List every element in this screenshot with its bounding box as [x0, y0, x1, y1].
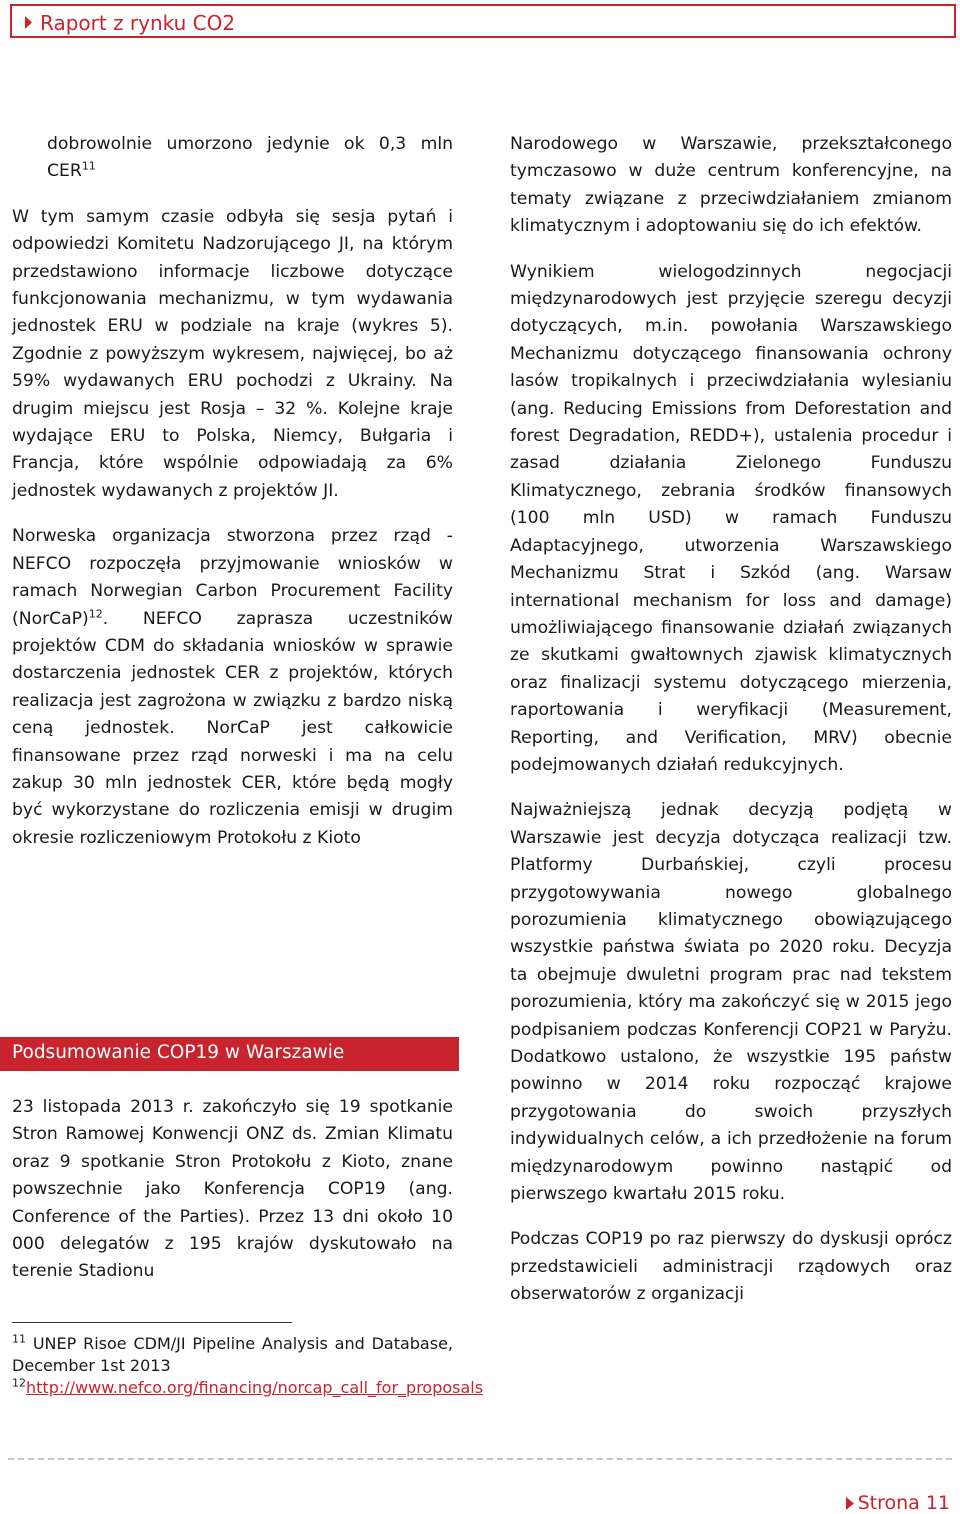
footnote-ref-12: 12 [88, 606, 103, 620]
bullet-text: W tym samym czasie odbyła się sesja pytań i odpowiedzi Komitetu Nadzorującego JI, na którym przedstawiono informacje liczbowe dotyczące funkcjonowania mechanizmu, w tym wydawania jednostek ERU w podziale na kraje (wykres 5). Zgodnie z powyższym wykresem, najwięcej, bo aż 59% wydawanych ERU pochodzi z Ukrainy. Na drugim miejscu jest Rosja – 32 %. Kolejne kraje wydające ERU to Polska, Niemcy, Bułgaria i Francja, które wspólnie odpowiadają za 6% jednostek wydawanych z projektów JI. [12, 206, 453, 501]
bullet-text-part-b: . NEFCO zaprasza uczestników projektów CDM do składania wniosków w sprawie dostarczenia jednostek CER z projektów, których realizacja jest zagrożona w związku z bardzo niską ceną jednostek. NorCaP jest całkowicie finansowane przez rząd norweski i ma na celu zakup 30 mln jednostek CER, które będą mogły być wykorzystane do rozliczenia emisji w drugim okresie rozliczeniowym Protokołu z Kioto [12, 608, 453, 848]
footnote-11 [12, 1333, 453, 1377]
bullet-text-part-a: Norweska organizacja stworzona przez rząd - NEFCO rozpoczęła przyjmowanie wniosków w ramach Norwegian Carbon Procurement Facility (NorCaP) [12, 526, 453, 629]
section-heading-bar [0, 1037, 459, 1071]
footnotes [12, 1332, 484, 1399]
summary-paragraph-block [12, 1094, 453, 1286]
chevron-right-icon [846, 1497, 854, 1510]
bullet-item-nefco [12, 523, 453, 852]
footnote-text: UNEP Risoe CDM/JI Pipeline Analysis and Database, December 1st 2013 [12, 1334, 453, 1375]
footnote-link[interactable]: http://www.nefco.org/financing/norcap_call_for_proposals [26, 1378, 484, 1397]
left-column [12, 131, 453, 852]
intro-text: dobrowolnie umorzono jedynie ok 0,3 mln CER [47, 134, 453, 182]
paragraph: Wynikiem wielogodzinnych negocjacji międzynarodowych jest przyjęcie szeregu decyzji dotyczących, m.in. powołania Warszawskiego Mechanizmu dotyczącego finansowania ochrony lasów tropikalnych i przeciwdziałania wylesianiu (ang. Reducing Emissions from Deforestation and forest Degradation, REDD+), ustalenia procedur i zasad działania Zielonego Funduszu Klimatycznego, zebrania środków finansowych (100 mln USD) w ramach Funduszu Adaptacyjnego, utworzenia Warszawskiego Mechanizmu Strat i Szkód (ang. Warsaw international mechanism for loss and damage) umożliwiającego finansowanie działań związanych ze skutkami gwałtownych zjawisk klimatycznych oraz finalizacji systemu dotyczącego mierzenia, raportowania i weryfikacji (Measurement, Reporting, and Verification, MRV) obecnie podejmowanych działań redukcyjnych. [510, 261, 952, 775]
report-title: Raport z rynku CO2 [40, 11, 236, 35]
section-heading: Podsumowanie COP19 w Warszawie [12, 1042, 345, 1063]
footnote-number: 12 [12, 1376, 26, 1390]
footnote-ref-11: 11 [81, 159, 96, 173]
page-label: Strona 11 [857, 1492, 950, 1514]
page-number [846, 1492, 950, 1514]
report-header [10, 4, 956, 38]
right-column [510, 131, 952, 1309]
summary-paragraph: 23 listopada 2013 r. zakończyło się 19 spotkanie Stron Ramowej Konwencji ONZ ds. Zmian Klimatu oraz 9 spotkanie Stron Protokołu z Kioto, znane powszechnie jako Konferencja COP19 (ang. Conference of the Parties). Przez 13 dni około 10 000 delegatów z 195 krajów dyskutowało na terenie Stadionu [12, 1097, 453, 1282]
paragraph: Najważniejszą jednak decyzją podjętą w Warszawie jest decyzja dotycząca realizacji tzw. Platformy Durbańskiej, czyli procesu przygotowywania nowego globalnego porozumienia klimatycznego obowiązującego wszystkie państwa świata po 2020 roku. Decyzja ta obejmuje dwuletni program prac nad tekstem porozumienia, który ma zakończyć się w 2015 jego podpisaniem podczas Konferencji COP21 w Paryżu. Dodatkowo ustalono, że wszystkie 195 państw powinno w 2014 roku rozpocząć krajowe przygotowania do swoich przyszłych indywidualnych celów, a ich przedłożenie na forum międzynarodowym powinno nastąpić od pierwszego kwartału 2015 roku. [510, 800, 952, 1205]
footnote-number: 11 [12, 1332, 26, 1346]
bullet-item-ji-committee [12, 204, 453, 505]
chevron-right-icon [24, 16, 32, 29]
footnote-12 [12, 1376, 484, 1399]
intro-paragraph [47, 131, 453, 186]
footer-divider [8, 1458, 952, 1460]
paragraph: Narodowego w Warszawie, przekształconego tymczasowo w duże centrum konferencyjne, na tematy związane z przeciwdziałaniem zmianom klimatycznym i adoptowaniu się do ich efektów. [510, 134, 952, 237]
footnote-separator [12, 1322, 292, 1323]
paragraph: Podczas COP19 po raz pierwszy do dyskusji oprócz przedstawicieli administracji rządowych oraz obserwatorów z organizacji [510, 1229, 952, 1305]
